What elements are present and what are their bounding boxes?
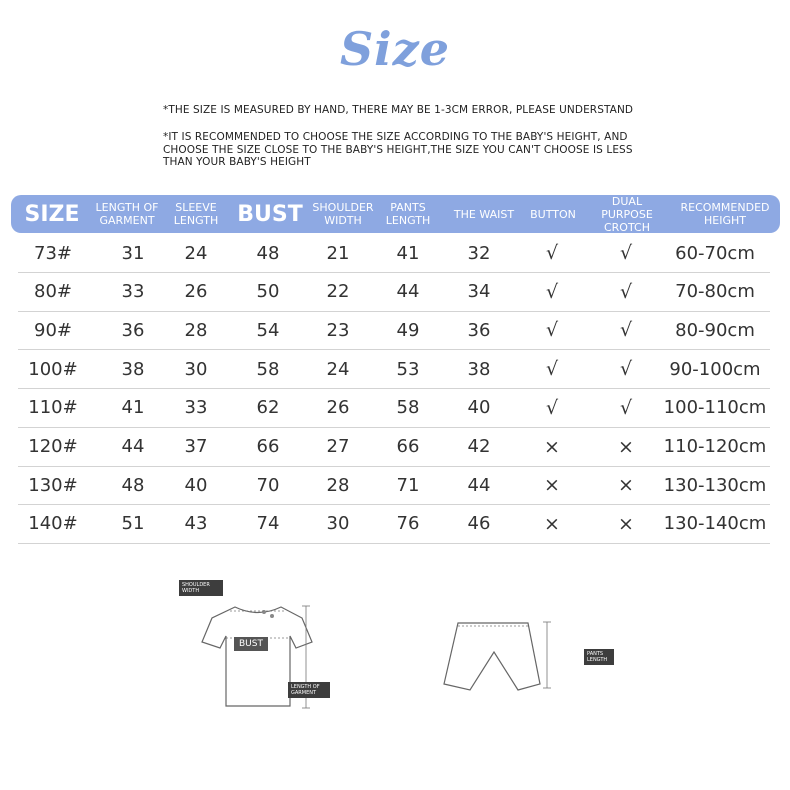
cell-button: × bbox=[544, 474, 560, 497]
cell-bust: 62 bbox=[256, 397, 280, 419]
header-shoulder-width: SHOULDER WIDTH bbox=[312, 201, 374, 227]
cell-length-of-garment: 48 bbox=[121, 474, 145, 496]
cell-waist: 32 bbox=[467, 242, 491, 264]
cell-waist: 44 bbox=[467, 474, 491, 496]
table-row bbox=[18, 428, 770, 467]
cell-shoulder-width: 28 bbox=[326, 474, 350, 496]
cell-dual-purpose-crotch: √ bbox=[619, 242, 633, 264]
cell-shoulder-width: 27 bbox=[326, 436, 350, 457]
header-the-waist: THE WAIST bbox=[453, 207, 515, 221]
cell-bust: 66 bbox=[256, 436, 280, 457]
table-row bbox=[18, 466, 770, 505]
cell-size: 73# bbox=[34, 242, 72, 264]
cell-length-of-garment: 36 bbox=[121, 319, 145, 341]
cell-waist: 38 bbox=[467, 358, 491, 380]
cell-length-of-garment: 44 bbox=[121, 436, 145, 457]
cell-bust: 54 bbox=[256, 319, 280, 341]
header-recommended-height: RECOMMENDED HEIGHT bbox=[680, 201, 770, 227]
measurement-diagram bbox=[0, 560, 790, 790]
header-dual-purpose-crotch: DUAL PURPOSE CROTCH bbox=[601, 194, 653, 234]
table-header bbox=[11, 195, 780, 233]
pants-length-tag: PANTS LENGTH bbox=[584, 649, 614, 665]
cell-bust: 58 bbox=[256, 358, 280, 380]
cell-length-of-garment: 33 bbox=[121, 281, 145, 303]
table-row bbox=[18, 505, 770, 544]
cell-pants-length: 49 bbox=[396, 319, 420, 341]
cell-pants-length: 66 bbox=[396, 436, 420, 457]
cell-shoulder-width: 30 bbox=[326, 513, 350, 535]
cell-waist: 40 bbox=[467, 397, 491, 419]
cell-dual-purpose-crotch: × bbox=[618, 474, 634, 497]
cell-button: √ bbox=[545, 242, 559, 264]
cell-size: 140# bbox=[28, 513, 78, 535]
cell-recommended-height: 80-90cm bbox=[675, 319, 755, 341]
cell-dual-purpose-crotch: × bbox=[618, 512, 634, 535]
cell-recommended-height: 130-140cm bbox=[663, 513, 767, 535]
cell-size: 130# bbox=[28, 474, 78, 496]
cell-pants-length: 44 bbox=[396, 281, 420, 303]
table-row bbox=[18, 311, 770, 350]
cell-pants-length: 41 bbox=[396, 242, 420, 264]
length-of-garment-tag: LENGTH OF GARMENT bbox=[288, 682, 330, 698]
cell-size: 110# bbox=[28, 397, 78, 419]
header-size: SIZE bbox=[24, 201, 80, 227]
cell-waist: 34 bbox=[467, 281, 491, 303]
cell-sleeve-length: 43 bbox=[184, 513, 208, 535]
cell-dual-purpose-crotch: √ bbox=[619, 396, 633, 419]
cell-dual-purpose-crotch: √ bbox=[619, 358, 633, 381]
cell-sleeve-length: 28 bbox=[184, 319, 208, 341]
cell-recommended-height: 100-110cm bbox=[663, 397, 767, 419]
cell-size: 80# bbox=[34, 281, 72, 303]
shorts-outline bbox=[444, 623, 540, 690]
cell-bust: 50 bbox=[256, 281, 280, 303]
cell-sleeve-length: 24 bbox=[184, 242, 208, 264]
header-pants-length: PANTS LENGTH bbox=[385, 201, 431, 227]
cell-size: 90# bbox=[34, 319, 72, 341]
table-row bbox=[18, 389, 770, 428]
cell-sleeve-length: 33 bbox=[184, 397, 208, 419]
cell-dual-purpose-crotch: √ bbox=[619, 280, 633, 303]
cell-recommended-height: 60-70cm bbox=[675, 242, 755, 264]
table-row bbox=[18, 234, 770, 273]
cell-dual-purpose-crotch: √ bbox=[619, 319, 633, 342]
cell-button: √ bbox=[545, 396, 559, 419]
cell-sleeve-length: 37 bbox=[184, 436, 208, 457]
cell-button: × bbox=[544, 435, 560, 458]
garment-illustration bbox=[0, 560, 790, 790]
cell-pants-length: 58 bbox=[396, 397, 420, 419]
height-note: *IT IS RECOMMENDED TO CHOOSE THE SIZE ACCORDING TO THE BABY'S HEIGHT, AND CHOOSE THE SIZE CLOSE TO THE BABY'S HEIGHT,THE SIZE YOU CAN'T CHOOSE IS LESS THAN YOUR BABY'S HEIGHT bbox=[163, 131, 633, 168]
cell-shoulder-width: 26 bbox=[326, 397, 350, 419]
header-sleeve-length: SLEEVE LENGTH bbox=[173, 201, 219, 227]
cell-waist: 46 bbox=[467, 513, 491, 535]
cell-recommended-height: 90-100cm bbox=[669, 358, 761, 380]
cell-length-of-garment: 41 bbox=[121, 397, 145, 419]
measurement-note: *THE SIZE IS MEASURED BY HAND, THERE MAY BE 1-3CM ERROR, PLEASE UNDERSTAND bbox=[163, 104, 634, 116]
cell-size: 100# bbox=[28, 358, 78, 380]
cell-length-of-garment: 38 bbox=[121, 358, 145, 380]
cell-pants-length: 71 bbox=[396, 474, 420, 496]
cell-length-of-garment: 31 bbox=[121, 242, 145, 264]
cell-bust: 74 bbox=[256, 513, 280, 535]
cell-shoulder-width: 22 bbox=[326, 281, 350, 303]
cell-shoulder-width: 23 bbox=[326, 319, 350, 341]
shoulder-width-tag: SHOULDER WIDTH bbox=[179, 580, 223, 596]
cell-recommended-height: 130-130cm bbox=[663, 474, 767, 496]
cell-waist: 36 bbox=[467, 319, 491, 341]
page-title: Size bbox=[339, 22, 451, 76]
cell-size: 120# bbox=[28, 436, 78, 457]
cell-button: √ bbox=[545, 358, 559, 381]
header-length-of-garment: LENGTH OF GARMENT bbox=[95, 201, 159, 227]
cell-recommended-height: 70-80cm bbox=[675, 281, 755, 303]
cell-sleeve-length: 40 bbox=[184, 474, 208, 496]
cell-button: √ bbox=[545, 280, 559, 303]
cell-bust: 70 bbox=[256, 474, 280, 496]
table-row bbox=[18, 350, 770, 389]
cell-button: √ bbox=[545, 319, 559, 342]
cell-pants-length: 76 bbox=[396, 513, 420, 535]
cell-length-of-garment: 51 bbox=[121, 513, 145, 535]
header-bust: BUST bbox=[237, 201, 303, 227]
table-row bbox=[18, 273, 770, 312]
cell-sleeve-length: 26 bbox=[184, 281, 208, 303]
header-button: BUTTON bbox=[530, 207, 576, 221]
cell-pants-length: 53 bbox=[396, 358, 420, 380]
cell-button: × bbox=[544, 512, 560, 535]
cell-shoulder-width: 24 bbox=[326, 358, 350, 380]
cell-waist: 42 bbox=[467, 436, 491, 457]
cell-shoulder-width: 21 bbox=[326, 242, 350, 264]
cell-dual-purpose-crotch: × bbox=[618, 435, 634, 458]
cell-sleeve-length: 30 bbox=[184, 358, 208, 380]
bust-tag: BUST bbox=[234, 637, 268, 651]
cell-bust: 48 bbox=[256, 242, 280, 264]
cell-recommended-height: 110-120cm bbox=[663, 436, 767, 457]
